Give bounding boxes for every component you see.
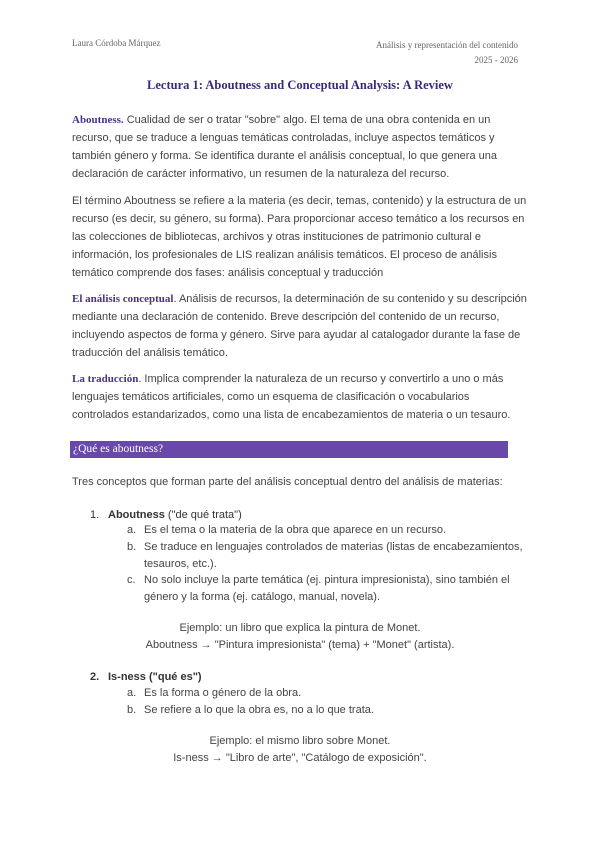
example-line: Ejemplo: el mismo libro sobre Monet. bbox=[209, 735, 391, 747]
item-subtitle: ("de qué trata") bbox=[164, 509, 242, 521]
sub-letter: b. bbox=[127, 704, 137, 716]
sub-text: Es el tema o la materia de la obra que aparece en un recurso. bbox=[144, 524, 447, 536]
sub-text: No solo incluye la parte temática (ej. pintura impresionista), sino también el género y la forma (ej. catálogo, manual, novela). bbox=[144, 574, 510, 603]
header-year: 2025 - 2026 bbox=[474, 55, 518, 65]
term-translation: La traducción bbox=[72, 373, 139, 385]
example-line: Is-ness → "Libro de arte", "Catálogo de exposición". bbox=[173, 752, 427, 764]
item-number: 2. bbox=[90, 671, 100, 683]
section-intro: Tres conceptos que forman parte del análisis conceptual dentro del análisis de materias: bbox=[72, 476, 503, 488]
example-line: Aboutness → "Pintura impresionista" (tema) + "Monet" (artista). bbox=[145, 639, 455, 651]
aboutness-definition: Cualidad de ser o tratar "sobre" algo. El tema de una obra contenida en un recurso, que se traduce a lenguas temáticas controladas, incluye aspectos temáticos y también género y forma. Se identifica durante el análisis conceptual, lo que genera una declaración de carácter informativo, un resumen de la naturaleza del recurso. bbox=[72, 114, 497, 180]
conceptual-definition: . Análisis de recursos, la determinación de su contenido y su descripción mediante una declaración de contenido. Breve descripción del contenido de un recurso, incluyendo aspectos de forma y género. Sirve para ayudar al catalogador durante la fase de traducción del análisis temático. bbox=[72, 293, 527, 359]
header-course-info bbox=[376, 38, 518, 68]
sub-item bbox=[127, 522, 524, 539]
item-title: Is-ness ("qué es") bbox=[108, 671, 202, 683]
sub-text: Se refiere a lo que la obra es, no a lo que trata. bbox=[144, 704, 374, 716]
page-title: Lectura 1: Aboutness and Conceptual Analysis: A Review bbox=[147, 78, 453, 92]
term-conceptual-analysis: El análisis conceptual bbox=[72, 293, 174, 305]
sub-item bbox=[127, 539, 524, 573]
sub-letter: a. bbox=[127, 524, 137, 536]
item-title: Aboutness bbox=[108, 509, 165, 521]
term-aboutness: Aboutness. bbox=[72, 114, 124, 126]
item-number: 1. bbox=[90, 509, 100, 521]
sub-item bbox=[127, 702, 524, 719]
paragraph-aboutness bbox=[72, 111, 527, 183]
paragraph-conceptual bbox=[72, 290, 527, 362]
section-heading: ¿Qué es aboutness? bbox=[70, 441, 508, 458]
sub-letter: c. bbox=[127, 574, 136, 586]
header-author: Laura Córdoba Márquez bbox=[72, 38, 161, 48]
paragraph-term: El término Aboutness se refiere a la materia (es decir, temas, contenido) y la estructura de un recurso (es decir, su género, su forma). Para proporcionar acceso temático a los recursos en las colecciones de bibliotecas, archivos y otras instituciones de patrimonio cultural e información, los profesionales de LIS realizan análisis temáticos. El proceso de análisis temático comprende dos fases: análisis conceptual y traducción bbox=[72, 195, 527, 279]
sub-item bbox=[127, 572, 524, 606]
example-aboutness bbox=[0, 620, 600, 654]
example-isness bbox=[0, 733, 600, 767]
list-item-isness bbox=[90, 671, 202, 683]
translation-definition: . Implica comprender la naturaleza de un recurso y convertirlo a uno o más lenguajes temáticos artificiales, como un esquema de clasificación o vocabularios controlados estandarizados, como una lista de encabezamientos de materia o un tesauro. bbox=[72, 373, 511, 421]
paragraph-translation bbox=[72, 370, 527, 424]
sub-text: Es la forma o género de la obra. bbox=[144, 687, 302, 699]
sub-letter: b. bbox=[127, 541, 137, 553]
example-line: Ejemplo: un libro que explica la pintura de Monet. bbox=[179, 622, 421, 634]
sub-letter: a. bbox=[127, 687, 137, 699]
list-item-aboutness bbox=[90, 509, 242, 521]
sub-text: Se traduce en lenguajes controlados de materias (listas de encabezamientos, tesauros, etc.). bbox=[144, 541, 523, 570]
header-course: Análisis y representación del contenido bbox=[376, 40, 518, 50]
sub-item bbox=[127, 685, 524, 702]
